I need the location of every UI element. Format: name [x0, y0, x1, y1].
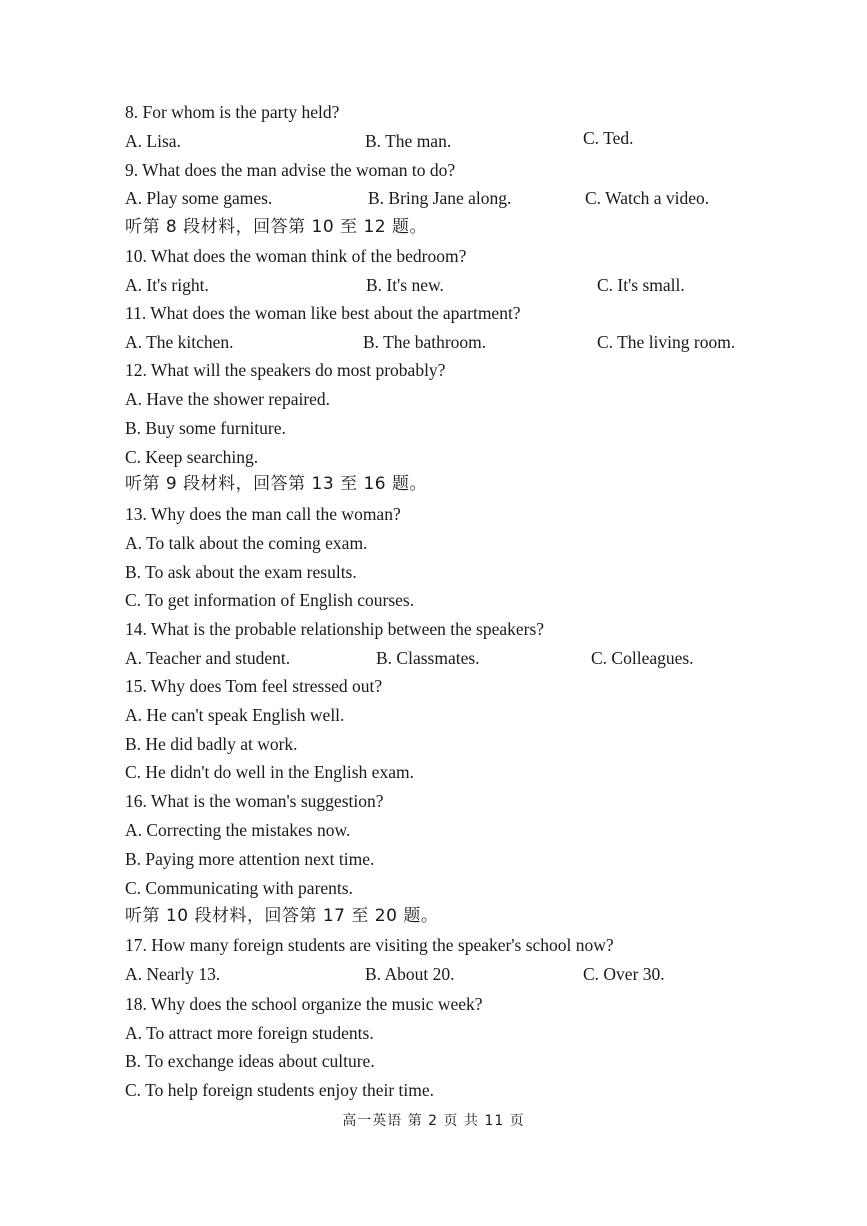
option-a: A. Lisa.: [125, 131, 181, 151]
question-13-option-a: A. To talk about the coming exam.: [125, 533, 368, 553]
question-17: 17. How many foreign students are visiting the speaker's school now?: [125, 935, 614, 955]
option-c: C. Watch a video.: [585, 188, 710, 208]
section-heading-10: 听第 10 段材料，回答第 17 至 20 题。: [125, 906, 439, 926]
question-16-option-c: C. Communicating with parents.: [125, 878, 353, 898]
question-18-option-b: B. To exchange ideas about culture.: [125, 1051, 375, 1071]
section-heading-8: 听第 8 段材料，回答第 10 至 12 题。: [125, 217, 428, 237]
option-a: A. Nearly 13.: [125, 964, 221, 984]
option-c: C. Colleagues.: [591, 648, 694, 668]
question-15: 15. Why does Tom feel stressed out?: [125, 676, 383, 696]
question-13: 13. Why does the man call the woman?: [125, 504, 401, 524]
section-heading-9: 听第 9 段材料，回答第 13 至 16 题。: [125, 474, 428, 494]
question-13-option-b: B. To ask about the exam results.: [125, 562, 357, 582]
question-13-option-c: C. To get information of English courses.: [125, 590, 415, 610]
option-b: B. Classmates.: [376, 648, 480, 668]
option-b: B. The bathroom.: [363, 332, 487, 352]
option-a: A. It's right.: [125, 275, 209, 295]
question-12-option-a: A. Have the shower repaired.: [125, 389, 331, 409]
option-b: B. Bring Jane along.: [368, 188, 512, 208]
question-10: 10. What does the woman think of the bedroom?: [125, 246, 467, 266]
option-c: C. The living room.: [597, 332, 736, 352]
option-a: A. Teacher and student.: [125, 648, 291, 668]
question-12-option-b: B. Buy some furniture.: [125, 418, 286, 438]
question-15-option-b: B. He did badly at work.: [125, 734, 298, 754]
question-15-option-a: A. He can't speak English well.: [125, 705, 345, 725]
option-c: C. It's small.: [597, 275, 685, 295]
option-b: B. The man.: [365, 131, 452, 151]
option-a: A. Play some games.: [125, 188, 273, 208]
option-c: C. Over 30.: [583, 964, 665, 984]
question-12: 12. What will the speakers do most probably?: [125, 360, 446, 380]
question-16-option-a: A. Correcting the mistakes now.: [125, 820, 351, 840]
question-15-option-c: C. He didn't do well in the English exam.: [125, 762, 414, 782]
option-c: C. Ted.: [583, 128, 634, 148]
question-18-option-a: A. To attract more foreign students.: [125, 1023, 374, 1043]
question-16: 16. What is the woman's suggestion?: [125, 791, 384, 811]
option-b: B. About 20.: [365, 964, 455, 984]
question-12-option-c: C. Keep searching.: [125, 447, 259, 467]
option-b: B. It's new.: [366, 275, 444, 295]
question-18-option-c: C. To help foreign students enjoy their time.: [125, 1080, 435, 1100]
question-14: 14. What is the probable relationship between the speakers?: [125, 619, 545, 639]
question-11: 11. What does the woman like best about the apartment?: [125, 303, 521, 323]
question-9: 9. What does the man advise the woman to do?: [125, 160, 456, 180]
question-8: 8. For whom is the party held?: [125, 102, 340, 122]
question-18: 18. Why does the school organize the music week?: [125, 994, 483, 1014]
question-16-option-b: B. Paying more attention next time.: [125, 849, 375, 869]
option-a: A. The kitchen.: [125, 332, 234, 352]
page-footer: 高一英语 第 2 页 共 11 页: [342, 1113, 525, 1129]
